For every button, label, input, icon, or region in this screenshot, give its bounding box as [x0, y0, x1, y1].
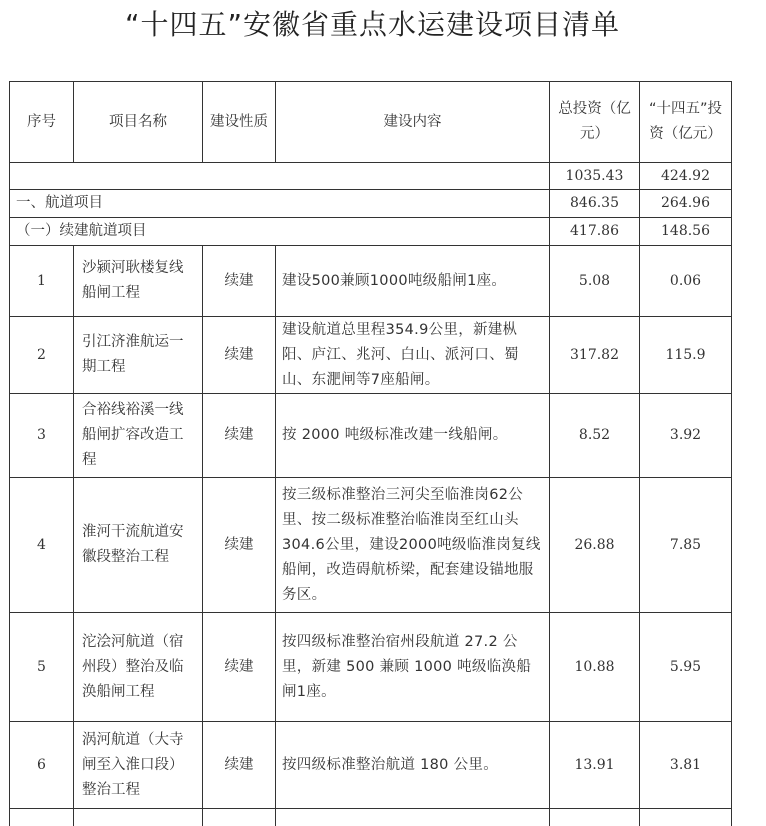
header-nature: 建设性质	[203, 82, 276, 163]
row-plan: 3.92	[640, 394, 732, 478]
row-plan: 0.06	[640, 246, 732, 317]
subsection-row	[10, 218, 732, 246]
row-project-name: 引江济淮航运一期工程	[74, 317, 203, 394]
row-content: 按 2000 吨级标准改建一线船闸。	[276, 394, 550, 478]
row-content: 按四级标准整治航道 180 公里。	[276, 722, 550, 809]
row-nature: 续建	[203, 394, 276, 478]
row-content: 建设航道总里程354.9公里，新建枞阳、庐江、兆河、白山、派河口、蜀山、东淝闸等7座船闸。	[276, 317, 550, 394]
row-plan: 7.85	[640, 478, 732, 613]
section-label: 一、航道项目	[10, 190, 550, 218]
table-row	[10, 317, 732, 394]
summary-row	[10, 163, 732, 190]
section-row	[10, 190, 732, 218]
section-plan: 264.96	[640, 190, 732, 218]
row-index: 4	[10, 478, 74, 613]
summary-plan: 424.92	[640, 163, 732, 190]
summary-label-cell	[10, 163, 550, 190]
row-plan: 5.95	[640, 613, 732, 722]
row-total: 5.08	[550, 246, 640, 317]
row-total: 26.88	[550, 478, 640, 613]
header-content: 建设内容	[276, 82, 550, 163]
header-name: 项目名称	[74, 82, 203, 163]
table-row-partial	[10, 809, 732, 826]
row-project-name: 沙颍河耿楼复线船闸工程	[74, 246, 203, 317]
table-row	[10, 613, 732, 722]
project-table-container	[9, 81, 732, 826]
row-nature: 续建	[203, 246, 276, 317]
row-total: 10.88	[550, 613, 640, 722]
subsection-plan: 148.56	[640, 218, 732, 246]
header-total-investment: 总投资（亿元）	[550, 82, 640, 163]
row-project-name: 沱浍河航道（宿州段）整治及临涣船闸工程	[74, 613, 203, 722]
row-index: 3	[10, 394, 74, 478]
table-row	[10, 394, 732, 478]
row-nature: 续建	[203, 478, 276, 613]
document-title: “十四五”安徽省重点水运建设项目清单	[0, 8, 745, 42]
row-plan: 115.9	[640, 317, 732, 394]
row-nature: 续建	[203, 317, 276, 394]
table-row	[10, 722, 732, 809]
row-index: 5	[10, 613, 74, 722]
row-content: 建设500兼顾1000吨级船闸1座。	[276, 246, 550, 317]
row-index: 2	[10, 317, 74, 394]
row-total: 13.91	[550, 722, 640, 809]
row-content: 按四级标准整治宿州段航道 27.2 公里，新建 500 兼顾 1000 吨级临涣船闸1座。	[276, 613, 550, 722]
row-content: 按三级标准整治三河尖至临淮岗62公里、按二级标准整治临淮岗至红山头304.6公里，建设2000吨级临淮岗复线船闸，改造碍航桥梁，配套建设锚地服务区。	[276, 478, 550, 613]
table-row	[10, 246, 732, 317]
table-header-row	[10, 82, 732, 163]
subsection-label: （一）续建航道项目	[10, 218, 550, 246]
summary-total: 1035.43	[550, 163, 640, 190]
section-total: 846.35	[550, 190, 640, 218]
header-plan-investment: “十四五”投资（亿元）	[640, 82, 732, 163]
row-nature: 续建	[203, 722, 276, 809]
subsection-total: 417.86	[550, 218, 640, 246]
project-table	[9, 81, 732, 826]
row-total: 317.82	[550, 317, 640, 394]
row-nature: 续建	[203, 613, 276, 722]
table-row	[10, 478, 732, 613]
row-plan: 3.81	[640, 722, 732, 809]
header-index: 序号	[10, 82, 74, 163]
row-total: 8.52	[550, 394, 640, 478]
row-index: 1	[10, 246, 74, 317]
row-index: 6	[10, 722, 74, 809]
row-project-name: 淮河干流航道安徽段整治工程	[74, 478, 203, 613]
row-project-name: 合裕线裕溪一线船闸扩容改造工程	[74, 394, 203, 478]
row-project-name: 涡河航道（大寺闸至入淮口段）整治工程	[74, 722, 203, 809]
